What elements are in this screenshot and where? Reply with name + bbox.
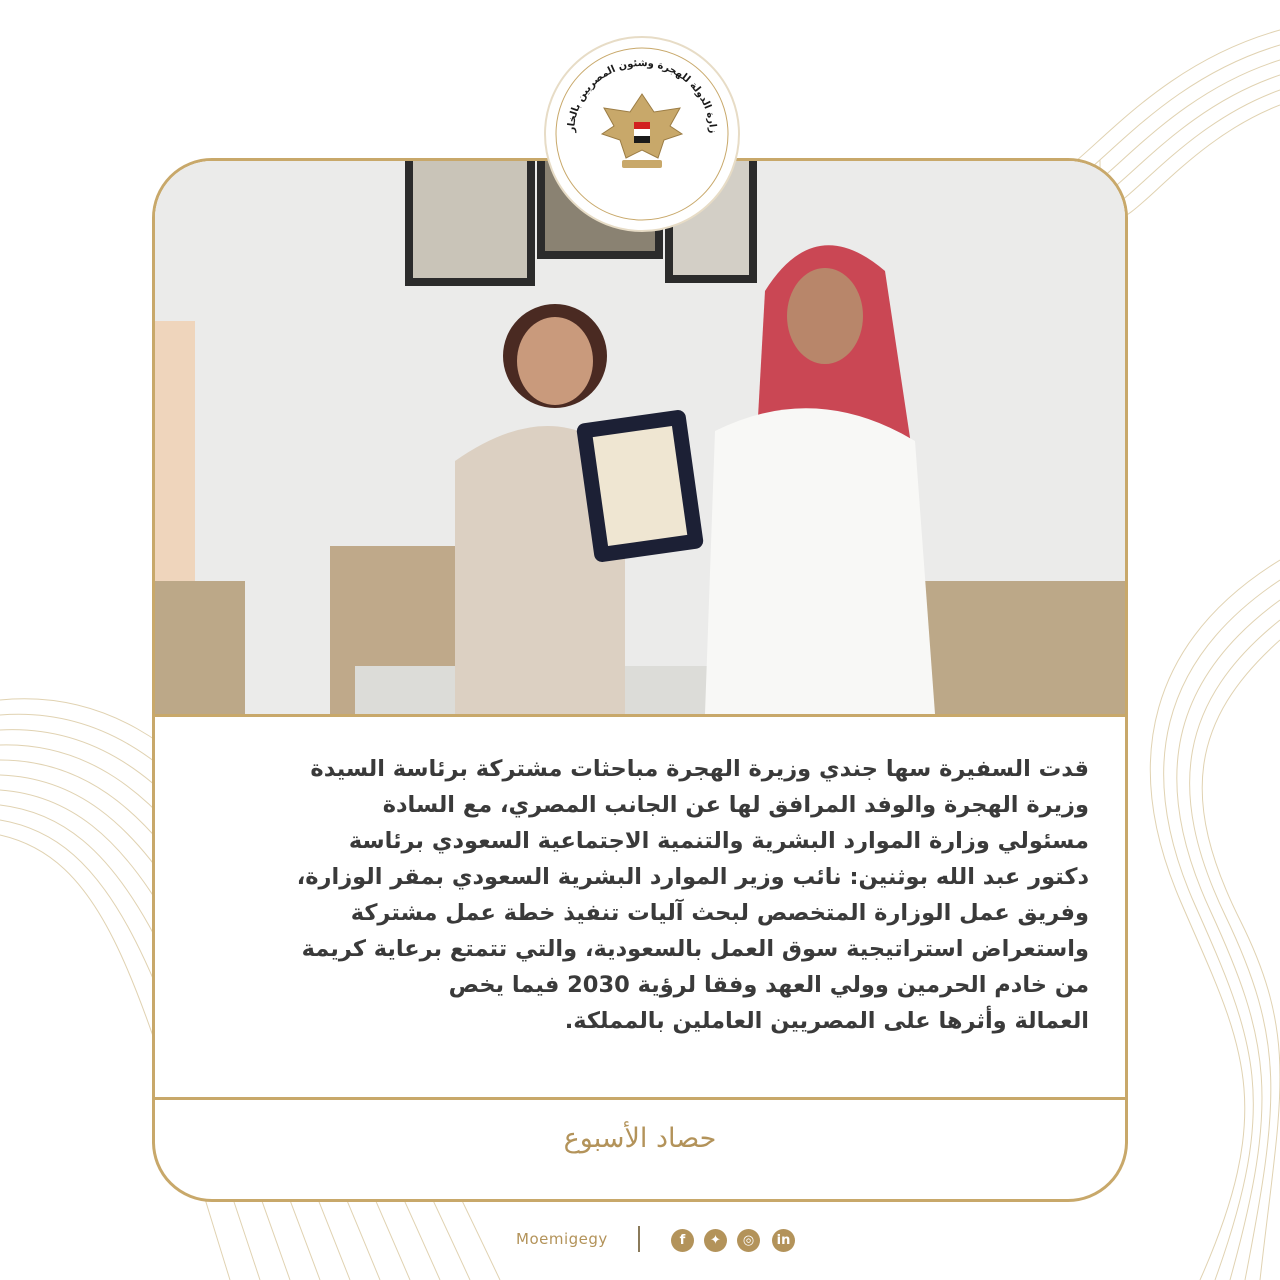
footer-title: حصاد الأسبوع bbox=[563, 1123, 717, 1154]
body-line: واستعراض استراتيجية سوق العمل بالسعودية، والتي تتمتع برعاية كريمة bbox=[301, 936, 1089, 962]
social-bar bbox=[0, 1222, 1280, 1258]
body-line: وفريق عمل الوزارة المتخصص لبحث آليات تنفيذ خطة عمل مشتركة bbox=[350, 900, 1089, 926]
meeting-photo bbox=[155, 161, 1125, 714]
content-card bbox=[152, 158, 1128, 1202]
social-handle[interactable]: Moemigegy bbox=[516, 1230, 608, 1248]
facebook-icon[interactable]: f bbox=[671, 1229, 694, 1252]
body-line: قدت السفيرة سها جندي وزيرة الهجرة مباحثات مشتركة برئاسة السيدة bbox=[310, 756, 1089, 782]
logo-arabic-text: زارة الدولة للهجرة وشئون المصريين بالخار bbox=[565, 57, 719, 134]
body-line: العمالة وأثرها على المصريين العاملين بالمملكة. bbox=[564, 1008, 1089, 1034]
divider bbox=[638, 1226, 640, 1252]
body-line: وزيرة الهجرة والوفد المرافق لها عن الجانب المصري، مع السادة bbox=[382, 792, 1089, 818]
body-line: دكتور عبد الله بوثنين: نائب وزير الموارد البشرية السعودي بمقر الوزارة، bbox=[296, 864, 1089, 890]
twitter-icon[interactable]: ✦ bbox=[704, 1229, 727, 1252]
footer-divider bbox=[155, 1097, 1125, 1100]
photo-divider bbox=[155, 714, 1125, 717]
instagram-icon[interactable]: ◎ bbox=[737, 1229, 760, 1252]
linkedin-icon[interactable]: in bbox=[772, 1229, 795, 1252]
body-line: من خادم الحرمين وولي العهد وفقا لرؤية 2030 فيما يخص bbox=[448, 972, 1089, 998]
body-line: مسئولي وزارة الموارد البشرية والتنمية الاجتماعية السعودي برئاسة bbox=[348, 828, 1089, 854]
ministry-logo bbox=[542, 34, 742, 234]
news-body bbox=[189, 751, 1089, 1039]
